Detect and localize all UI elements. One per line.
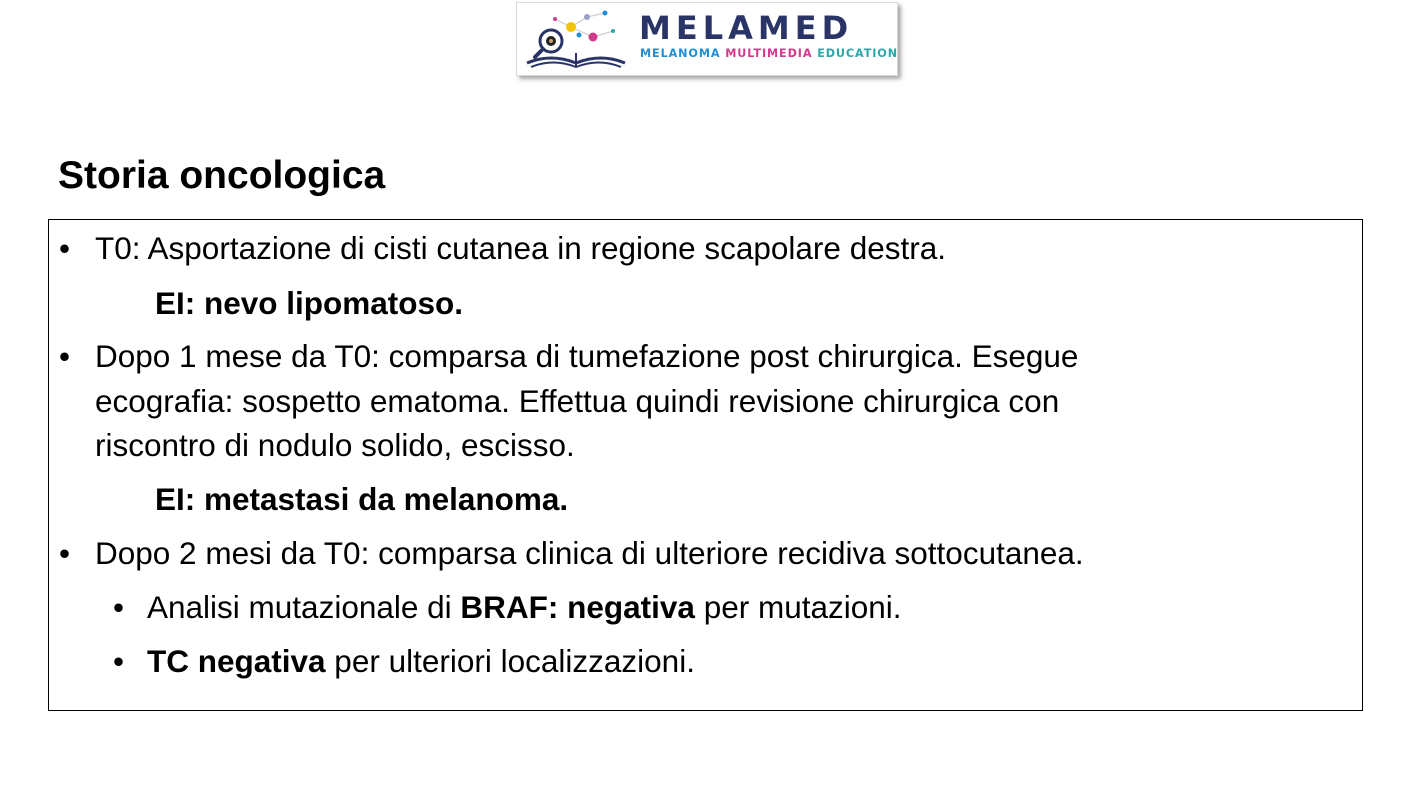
list-item-line: riscontro di nodulo solido, escisso. xyxy=(95,427,575,463)
logo-magnifier-book-icon xyxy=(521,7,631,69)
sub-bullet-marker: • xyxy=(113,643,125,679)
histology-result: EI: metastasi da melanoma. xyxy=(155,481,569,517)
content-box xyxy=(48,219,1363,711)
slide-title: Storia oncologica xyxy=(58,154,386,197)
bullet-marker: • xyxy=(59,535,71,571)
logo-tagline: MELANOMA MULTIMEDIA EDUCATION xyxy=(640,47,898,60)
list-item: T0: Asportazione di cisti cutanea in regione scapolare destra. xyxy=(95,230,946,266)
bullet-marker: • xyxy=(59,230,71,266)
sub-list-item: Analisi mutazionale di BRAF: negativa per mutazioni. xyxy=(147,589,902,625)
list-item: Dopo 2 mesi da T0: comparsa clinica di ulteriore recidiva sottocutanea. xyxy=(95,535,1084,571)
list-item-line: ecografia: sospetto ematoma. Effettua quindi revisione chirurgica con xyxy=(95,383,1060,419)
sub-list-item: TC negativa per ulteriori localizzazioni. xyxy=(147,643,695,679)
sub-bullet-marker: • xyxy=(113,589,125,625)
melamed-logo xyxy=(516,2,898,76)
histology-result: EI: nevo lipomatoso. xyxy=(155,285,464,321)
list-item-line: Dopo 1 mese da T0: comparsa di tumefazione post chirurgica. Esegue xyxy=(95,338,1079,374)
logo-wordmark: MELAMED xyxy=(639,9,854,47)
bullet-marker: • xyxy=(59,338,71,374)
